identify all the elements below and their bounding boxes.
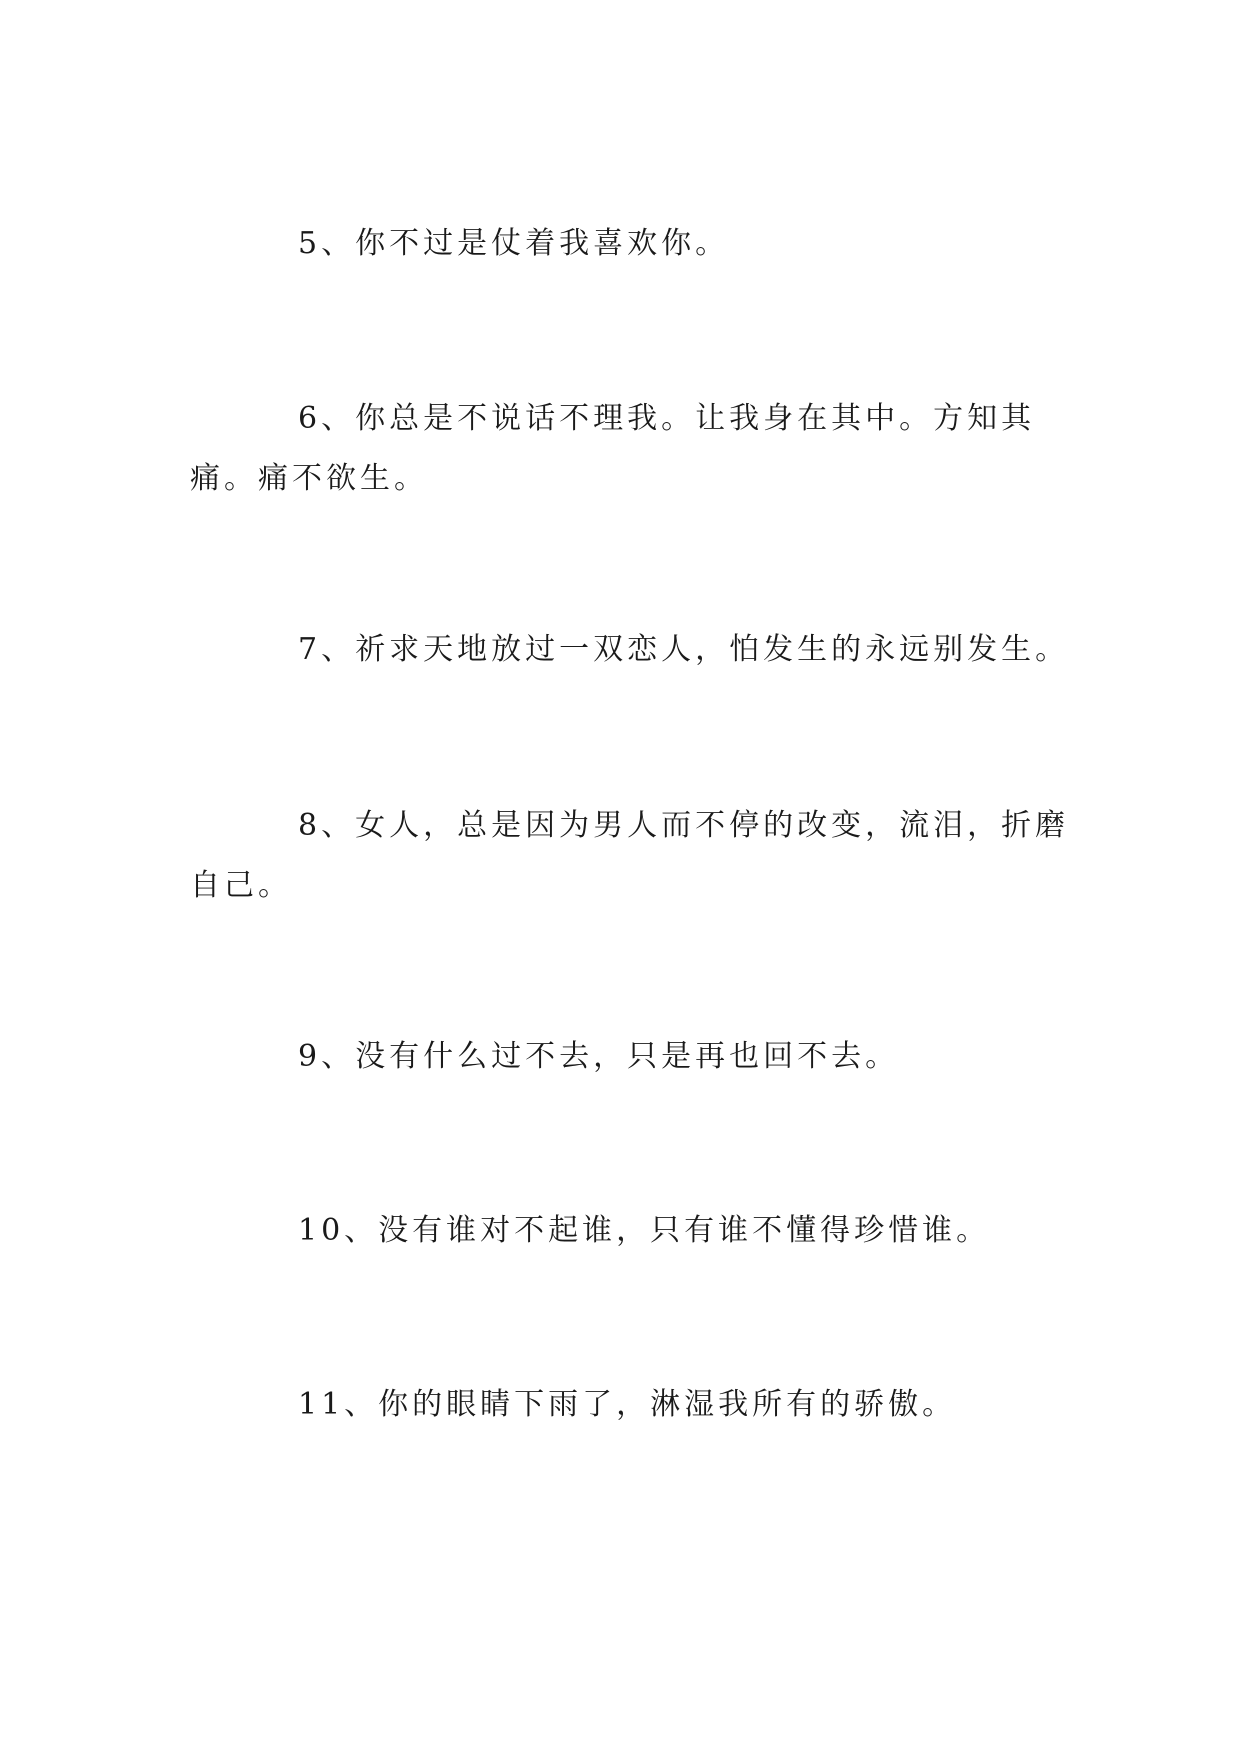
paragraph-item-10: 10、没有谁对不起谁，只有谁不懂得珍惜谁。 [298,1213,991,1248]
paragraph-item-6: 6、你总是不说话不理我。让我身在其中。方知其痛。痛不欲生。 [190,401,1036,496]
paragraph-item-7: 7、祈求天地放过一双恋人，怕发生的永远别发生。 [298,632,1070,667]
paragraph-item-11: 11、你的眼睛下雨了，淋湿我所有的骄傲。 [298,1387,957,1422]
paragraph-item-9: 9、没有什么过不去，只是再也回不去。 [298,1039,900,1074]
paragraph-item-5: 5、你不过是仗着我喜欢你。 [298,226,730,261]
paragraph-item-8: 8、女人，总是因为男人而不停的改变，流泪，折磨自己。 [190,808,1070,903]
